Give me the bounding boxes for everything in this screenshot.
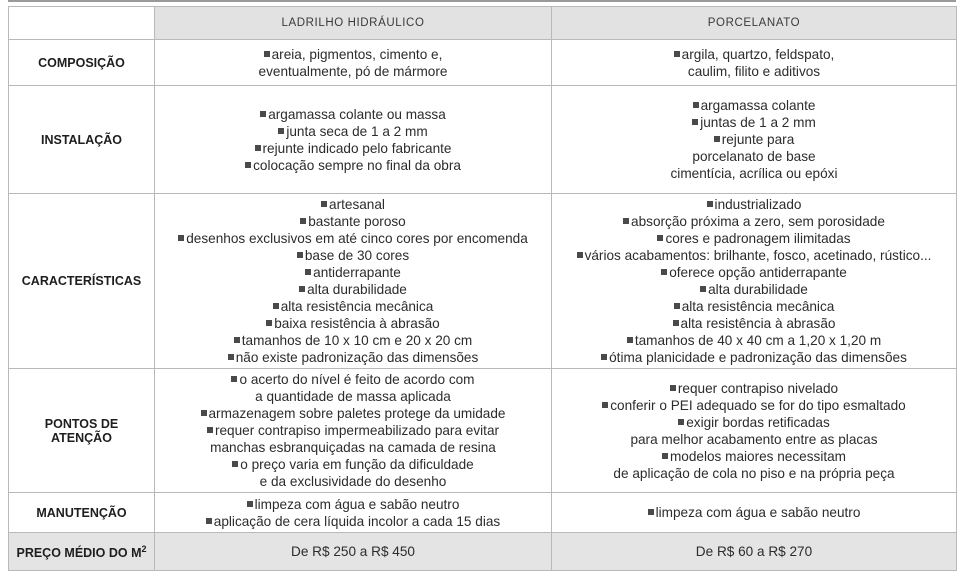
list-item: modelos maiores necessitam	[556, 448, 952, 465]
list-item: cimentícia, acrílica ou epóxi	[670, 166, 838, 181]
cell-composicao-porcelanato	[552, 40, 957, 86]
list-item: colocação sempre no final da obra	[159, 157, 547, 174]
list-item: manchas esbranquiçadas na camada de resina	[210, 440, 496, 455]
bullet-icon	[299, 286, 305, 292]
list-item: para melhor acabamento entre as placas	[630, 431, 878, 447]
list-item: alta resistência mecânica	[556, 298, 952, 315]
bullet-icon	[297, 252, 303, 258]
bullet-icon	[260, 111, 266, 117]
list-item: tamanhos de 10 x 10 cm e 20 x 20 cm	[159, 332, 547, 349]
list-item: baixa resistência à abrasão	[159, 315, 547, 332]
bullet-icon	[700, 286, 706, 292]
row-label-composicao: COMPOSIÇÃO	[9, 40, 155, 86]
bullet-icon	[305, 269, 311, 275]
bullet-icon	[674, 51, 680, 57]
list-item: antiderrapante	[159, 264, 547, 281]
list-item: vários acabamentos: brilhante, fosco, acetinado, rústico...	[556, 247, 952, 264]
preco-label-superscript: 2	[141, 543, 147, 554]
bullet-icon	[231, 376, 237, 382]
cell-pontos-ladrilho	[155, 369, 552, 493]
list-item: exigir bordas retificadas	[556, 414, 952, 431]
bullet-icon	[707, 201, 713, 207]
row-preco	[9, 533, 957, 571]
cell-instalacao-ladrilho	[155, 86, 552, 194]
list-item: ótima planicidade e padronização das dimensões	[556, 349, 952, 366]
corner-cell	[9, 7, 155, 40]
bullet-icon	[623, 218, 629, 224]
bullet-icon	[266, 320, 272, 326]
row-composicao	[9, 40, 957, 86]
preco-label: PREÇO MÉDIO DO M	[16, 545, 142, 560]
bullet-icon	[232, 461, 238, 467]
list-item: juntas de 1 a 2 mm	[556, 114, 952, 131]
list-item: cores e padronagem ilimitadas	[556, 230, 952, 247]
list-item: alta durabilidade	[556, 281, 952, 298]
list-item: requer contrapiso nivelado	[556, 380, 952, 397]
cell-preco-porcelanato: De R$ 60 a R$ 270	[552, 533, 957, 571]
cell-caracteristicas-porcelanato	[552, 194, 957, 369]
list-item: alta resistência mecânica	[159, 298, 547, 315]
row-label-caracteristicas: CARACTERÍSTICAS	[9, 194, 155, 369]
row-label-preco	[9, 533, 155, 571]
list-item: conferir o PEI adequado se for do tipo esmaltado	[556, 397, 952, 414]
row-label-pontos: PONTOS DE ATENÇÃO	[9, 369, 155, 493]
list-item: caulim, filito e aditivos	[687, 63, 821, 79]
list-item: aplicação de cera líquida incolor a cada 15 dias	[159, 513, 547, 530]
bullet-icon	[234, 337, 240, 343]
bullet-icon	[670, 385, 676, 391]
cell-instalacao-porcelanato	[552, 86, 957, 194]
header-ladrilho: LADRILHO HIDRÁULICO	[155, 7, 552, 40]
bullet-icon	[247, 501, 253, 507]
bullet-icon	[278, 128, 284, 134]
bullet-icon	[206, 518, 212, 524]
bullet-icon	[264, 51, 270, 57]
bullet-icon	[255, 145, 261, 151]
row-label-instalacao: INSTALAÇÃO	[9, 86, 155, 194]
comparison-table	[8, 6, 957, 571]
list-item: areia, pigmentos, cimento e,	[159, 46, 547, 63]
row-pontos-de-atencao	[9, 369, 957, 493]
bullet-icon	[300, 218, 306, 224]
list-item: industrializado	[556, 196, 952, 213]
list-item: limpeza com água e sabão neutro	[556, 504, 952, 521]
list-item: desenhos exclusivos em até cinco cores por encomenda	[159, 230, 547, 247]
bullet-icon	[693, 102, 699, 108]
bullet-icon	[577, 252, 583, 258]
bullet-icon	[602, 402, 608, 408]
bullet-icon	[692, 119, 698, 125]
bullet-icon	[207, 427, 213, 433]
list-item: a quantidade de massa aplicada	[255, 389, 451, 404]
row-caracteristicas	[9, 194, 957, 369]
bullet-icon	[648, 509, 654, 515]
bullet-icon	[661, 269, 667, 275]
list-item: rejunte para	[556, 131, 952, 148]
cell-pontos-porcelanato	[552, 369, 957, 493]
list-item: alta resistência à abrasão	[556, 315, 952, 332]
bullet-icon	[674, 303, 680, 309]
cell-manutencao-porcelanato	[552, 493, 957, 533]
bullet-icon	[321, 201, 327, 207]
list-item: eventualmente, pó de mármore	[258, 63, 448, 79]
list-item: base de 30 cores	[159, 247, 547, 264]
list-item: o acerto do nível é feito de acordo com	[159, 371, 547, 388]
bullet-icon	[627, 337, 633, 343]
list-item: oferece opção antiderrapante	[556, 264, 952, 281]
top-rule	[8, 0, 956, 2]
list-item: absorção próxima a zero, sem porosidade	[556, 213, 952, 230]
cell-manutencao-ladrilho	[155, 493, 552, 533]
bullet-icon	[201, 410, 207, 416]
list-item: argila, quartzo, feldspato,	[556, 46, 952, 63]
list-item: e da exclusividade do desenho	[259, 474, 447, 489]
cell-preco-ladrilho: De R$ 250 a R$ 450	[155, 533, 552, 571]
bullet-icon	[228, 354, 234, 360]
cell-composicao-ladrilho	[155, 40, 552, 86]
list-item: artesanal	[159, 196, 547, 213]
bullet-icon	[273, 303, 279, 309]
list-item: não existe padronização das dimensões	[159, 349, 547, 366]
list-item: junta seca de 1 a 2 mm	[159, 123, 547, 140]
bullet-icon	[662, 453, 668, 459]
list-item: porcelanato de base	[692, 149, 816, 164]
row-instalacao	[9, 86, 957, 194]
list-item: limpeza com água e sabão neutro	[159, 496, 547, 513]
bullet-icon	[245, 162, 251, 168]
bullet-icon	[714, 136, 720, 142]
list-item: rejunte indicado pelo fabricante	[159, 140, 547, 157]
bullet-icon	[657, 235, 663, 241]
list-item: argamassa colante	[556, 97, 952, 114]
list-item: o preço varia em função da dificuldade	[159, 456, 547, 473]
row-manutencao	[9, 493, 957, 533]
cell-caracteristicas-ladrilho	[155, 194, 552, 369]
list-item: armazenagem sobre paletes protege da umidade	[159, 405, 547, 422]
list-item: tamanhos de 40 x 40 cm a 1,20 x 1,20 m	[556, 332, 952, 349]
bullet-icon	[673, 320, 679, 326]
header-row	[9, 7, 957, 40]
list-item: argamassa colante ou massa	[159, 106, 547, 123]
row-label-manutencao: MANUTENÇÃO	[9, 493, 155, 533]
bullet-icon	[178, 235, 184, 241]
list-item: bastante poroso	[159, 213, 547, 230]
list-item: alta durabilidade	[159, 281, 547, 298]
list-item: de aplicação de cola no piso e na própria peça	[613, 465, 895, 481]
list-item: requer contrapiso impermeabilizado para evitar	[159, 422, 547, 439]
header-porcelanato: PORCELANATO	[552, 7, 957, 40]
bullet-icon	[678, 419, 684, 425]
bullet-icon	[601, 354, 607, 360]
